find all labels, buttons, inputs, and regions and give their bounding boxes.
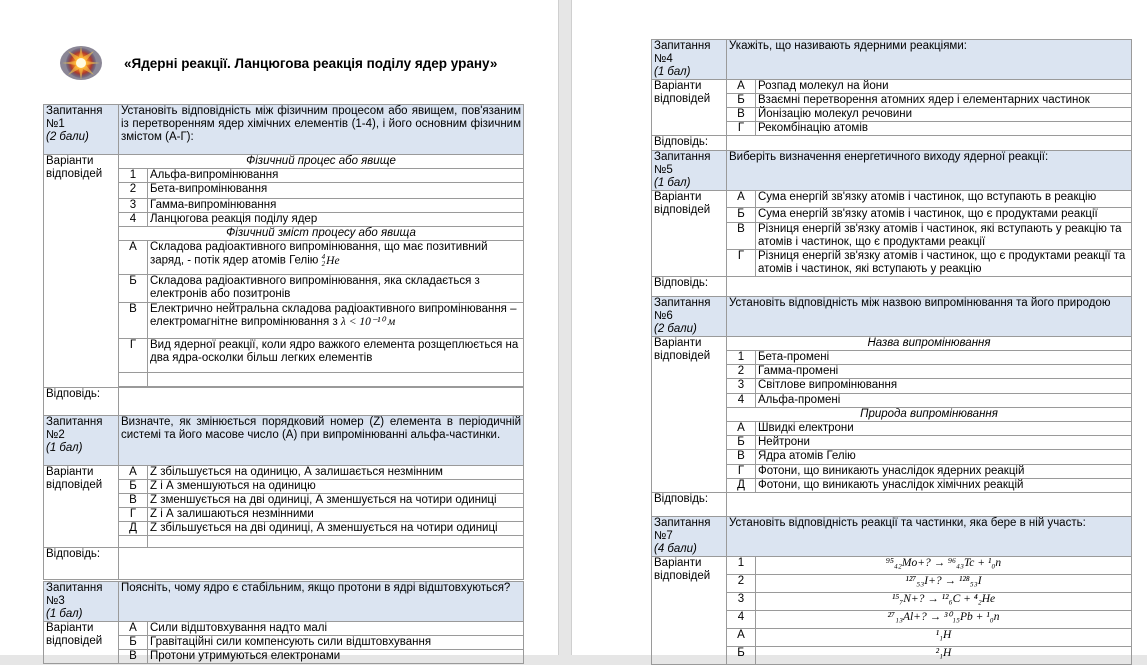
question-3-header: Запитання №3 (1 бал) <box>44 582 119 622</box>
answer-variants-label: Варіанти відповідей <box>652 337 727 493</box>
item-gamma-radiation: Гамма-випромінювання <box>148 199 524 213</box>
option-b: Гравітаційні сили компенсують сили відштовхування <box>148 636 524 650</box>
particle-deuteron: ²₁H <box>756 647 1132 665</box>
option-key: Б <box>119 275 148 303</box>
item-alpha-radiation: Альфа-випромінювання <box>148 169 524 183</box>
question-5-header: Запитання №5 (1 бал) <box>652 151 727 191</box>
question-6-table: Запитання №6 (2 бали) Установіть відповідність між назвою випромінювання та його природою Варіанти відповідей Назва випромінювання 1 Бета-промені 2 Гамма-промені 3 Світлове випромінювання 4 Альфа-промені Природа випромінювання А Швидкі електрони Б Нейтрони В Ядра атомів Гелію Г Фотони, що виникають унаслідок ядерних реакцій Д Фотони, що виникають унаслідок хімічних реакцій Відповідь: <box>651 296 1132 523</box>
option-d: Різниця енергій зв'язку атомів і частинок, що є продуктами реакції та атомів і частинок, які вступають у реакцію <box>756 250 1132 277</box>
option-d: Фотони, що виникають унаслідок ядерних реакцій <box>756 465 1132 479</box>
item-key: 2 <box>119 183 148 199</box>
question-7-header: Запитання №7 (4 бали) <box>652 517 727 557</box>
answer-label: Відповідь: <box>652 493 727 523</box>
page-gutter <box>558 0 572 655</box>
item-chain-reaction: Ланцюгова реакція поділу ядер <box>148 213 524 227</box>
option-d: Вид ядерної реакції, коли ядро важкого елемента розщеплюється на два ядра-осколки більш легких елементів <box>148 339 524 373</box>
question-4-text: Укажіть, що називають ядерними реакціями: <box>727 40 1132 80</box>
option-c: Йонізацію молекул речовини <box>756 108 1132 122</box>
option-a: Z збільшується на одиницю, А залишається незмінним <box>148 466 524 480</box>
question-6-header: Запитання №6 (2 бали) <box>652 297 727 337</box>
question-4-header: Запитання №4 (1 бал) <box>652 40 727 80</box>
reaction-4: ²⁷₁₃Al+? → ³⁰₁₅Pb + ¹₀n <box>756 611 1132 629</box>
item-light-radiation: Світлове випромінювання <box>756 379 1132 394</box>
helium-nucleus-formula: 4 2He <box>321 253 340 268</box>
wavelength-formula: λ < 10⁻¹⁰ м <box>340 316 396 328</box>
option-key: В <box>119 303 148 339</box>
option-d: Рекомбінацію атомів <box>756 122 1132 136</box>
option-a: Розпад молекул на йони <box>756 80 1132 94</box>
answer-label: Відповідь: <box>44 388 119 418</box>
option-key: Г <box>119 339 148 373</box>
option-a: Сили відштовхування надто малі <box>148 622 524 636</box>
question-6-text: Установіть відповідність між назвою випромінювання та його природою <box>727 297 1132 337</box>
question-1-text: Установіть відповідність між фізичним процесом або явищем, пов'язаним із перетворенням ядер хімічних елементів (1-4), і його основним фізичним змістом (А-Г): <box>119 105 524 155</box>
nuclear-explosion-logo <box>58 42 104 82</box>
document-page-right <box>572 0 1147 659</box>
item-key: 1 <box>119 169 148 183</box>
option-key: А <box>119 241 148 275</box>
answer-variants-label: Варіанти відповідей <box>652 191 727 277</box>
document-header <box>58 42 528 86</box>
radiation-name-subheader: Назва випромінювання <box>727 337 1132 351</box>
question-5-table: Запитання №5 (1 бал) Виберіть визначення енергетичного виходу ядерної реакції: Варіанти відповідей А Сума енергій зв'язку атомів і частинок, що вступають в реакцію Б Сума енергій зв'язку атомів і частинок, що є продуктами реакції В Різниця енергій зв'язку атомів і частинок, які вступають у реакцію та атомів і частинок, що є продуктами реакції Г Різниця енергій зв'язку атомів і частинок, що є продуктами реакції та атомів і частинок, які вступають у реакцію Відповідь: <box>651 150 1132 305</box>
question-1-table <box>43 104 524 418</box>
document-title: «Ядерні реакції. Ланцюгова реакція поділу ядер урану» <box>124 56 498 71</box>
option-c: Різниця енергій зв'язку атомів і частинок, які вступають у реакцію та атомів і частинок, що є продуктами реакції <box>756 223 1132 250</box>
process-subheader: Фізичний процес або явище <box>119 155 524 169</box>
option-b: Z і А зменшуються на одиницю <box>148 480 524 494</box>
question-5-text: Виберіть визначення енергетичного виходу ядерної реакції: <box>727 151 1132 191</box>
radiation-nature-subheader: Природа випромінювання <box>727 408 1132 422</box>
answer-variants-label: Варіанти відповідей <box>652 80 727 136</box>
option-c: Електрично нейтральна складова радіоактивного випромінювання – електромагнітне випромінювання з λ < 10⁻¹⁰ м <box>148 303 524 339</box>
question-3-table: Запитання №3 (1 бал) Поясніть, чому ядро є стабільним, якщо протони в ядрі відштовхуються? Варіанти відповідей А Сили відштовхування надто малі Б Гравітаційні сили компенсують сили відштовхування В Протони утримуються електронами <box>43 581 524 664</box>
question-2-text: Визначте, як змінюється порядковий номер (Z) елемента в періодичній системі та його масове число (А) при випромінюванні альфа-частинки. <box>119 416 524 466</box>
reaction-2: ¹²⁷₅₃I+? → ¹²⁸₅₃I <box>756 575 1132 593</box>
question-7-table: Запитання №7 (4 бали) Установіть відповідність реакції та частинки, яка бере в ній участь: Варіанти відповідей 1 ⁹⁵₄₂Mo+? → ⁹⁶₄₃Tc + ¹₀n 2 ¹²⁷₅₃I+? → ¹²⁸₅₃I 3 ¹⁵₇N+? → ¹²₆C + ⁴₂He 4 ²⁷₁₃Al+? → ³⁰₁₅Pb + ¹₀n А ¹₁H Б ²₁H <box>651 516 1132 665</box>
particle-proton: ¹₁H <box>756 629 1132 647</box>
answer-label: Відповідь: <box>652 136 727 164</box>
option-e: Фотони, що виникають унаслідок хімічних реакцій <box>756 479 1132 493</box>
option-e: Z збільшується на дві одиниці, А зменшується на чотири одиниці <box>148 522 524 536</box>
option-c: Ядра атомів Гелію <box>756 450 1132 465</box>
option-d: Z і А залишаються незмінними <box>148 508 524 522</box>
answer-field[interactable] <box>119 548 524 580</box>
item-beta-radiation: Бета-випромінювання <box>148 183 524 199</box>
answer-label: Відповідь: <box>44 548 119 580</box>
question-1-header: Запитання №1 (2 бали) <box>44 105 119 155</box>
option-c: Z зменшується на дві одиниці, А зменшується на чотири одиниці <box>148 494 524 508</box>
option-b: Сума енергій зв'язку атомів і частинок, що є продуктами реакції <box>756 208 1132 223</box>
option-b: Нейтрони <box>756 436 1132 450</box>
option-b: Взаємні перетворення атомних ядер і елементарних частинок <box>756 94 1132 108</box>
option-a: Швидкі електрони <box>756 422 1132 436</box>
meaning-subheader: Фізичний зміст процесу або явища <box>119 227 524 241</box>
question-2-table: Запитання №2 (1 бал) Визначте, як змінюється порядковий номер (Z) елемента в періодичній системі та його масове число (А) при випромінюванні альфа-частинки. Варіанти відповідей А Z збільшується на одиницю, А залишається незмінним Б Z і А зменшуються на одиницю В Z зменшується на дві одиниці, А зменшується на чотири одиниці Г Z і А залишаються незмінними Д Z збільшується на дві одиниці, А зменшується на чотири одиниці Відповідь: <box>43 415 524 580</box>
reaction-3: ¹⁵₇N+? → ¹²₆C + ⁴₂He <box>756 593 1132 611</box>
option-c: Протони утримуються електронами <box>148 650 524 664</box>
item-beta-rays: Бета-промені <box>756 351 1132 365</box>
question-4-table: Запитання №4 (1 бал) Укажіть, що називають ядерними реакціями: Варіанти відповідей А Розпад молекул на йони Б Взаємні перетворення атомних ядер і елементарних частинок В Йонізацію молекул речовини Г Рекомбінацію атомів Відповідь: <box>651 39 1132 164</box>
option-a: Сума енергій зв'язку атомів і частинок, що вступають в реакцію <box>756 191 1132 208</box>
question-3-text: Поясніть, чому ядро є стабільним, якщо протони в ядрі відштовхуються? <box>119 582 524 622</box>
question-7-text: Установіть відповідність реакції та частинки, яка бере в ній участь: <box>727 517 1132 557</box>
item-alpha-rays: Альфа-промені <box>756 394 1132 408</box>
answer-variants-label: Варіанти відповідей <box>44 622 119 664</box>
reaction-1: ⁹⁵₄₂Mo+? → ⁹⁶₄₃Tc + ¹₀n <box>756 557 1132 575</box>
option-b: Складова радіоактивного випромінювання, яка складається з електронів або позитронів <box>148 275 524 303</box>
question-2-header: Запитання №2 (1 бал) <box>44 416 119 466</box>
answer-variants-label: Варіанти відповідей <box>44 155 119 388</box>
document-page-left <box>0 0 558 662</box>
item-gamma-rays: Гамма-промені <box>756 365 1132 379</box>
item-key: 3 <box>119 199 148 213</box>
option-a: Складова радіоактивного випромінювання, що має позитивний заряд, - потік ядер атомів Гелію 4 2He <box>148 241 524 275</box>
answer-variants-label: Варіанти відповідей <box>652 557 727 665</box>
answer-label: Відповідь: <box>652 277 727 305</box>
answer-variants-label: Варіанти відповідей <box>44 466 119 548</box>
item-key: 4 <box>119 213 148 227</box>
answer-field[interactable] <box>119 388 524 418</box>
